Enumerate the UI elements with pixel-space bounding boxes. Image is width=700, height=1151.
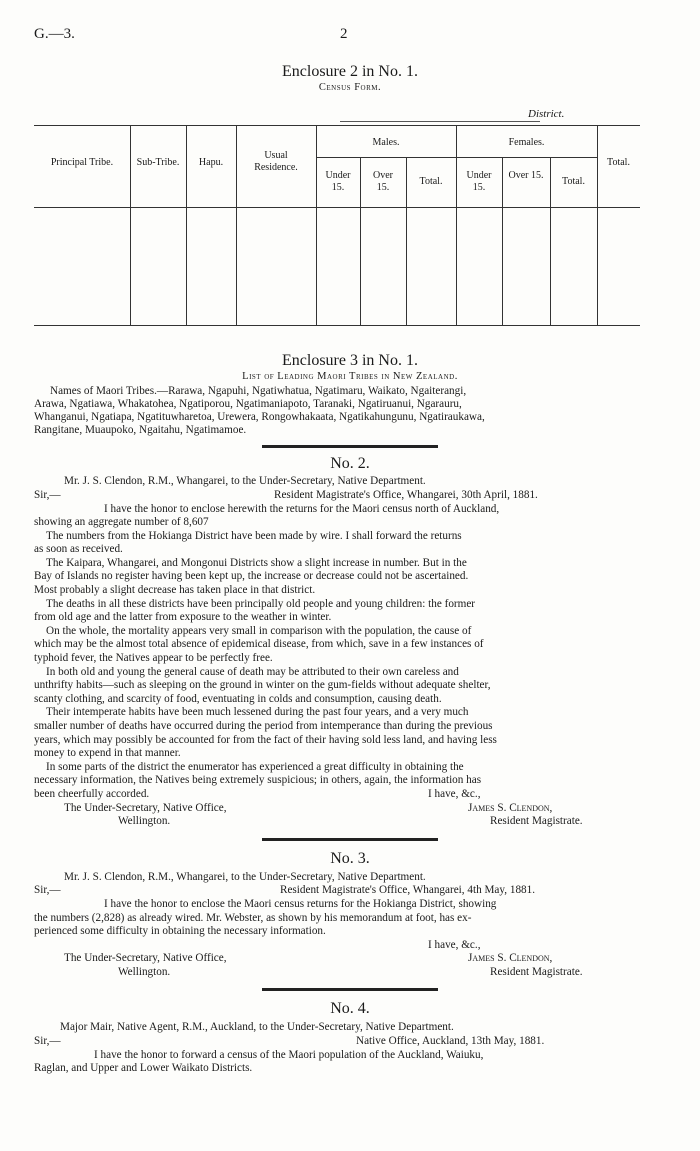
no2-line: In both old and young the general cause of death may be attributed to their own careless and [46,666,459,678]
no2-line: been cheerfully accorded. [34,788,150,800]
no3-line: perienced some difficulty in obtaining the necessary information. [34,925,326,937]
no2-line: Their intemperate habits have been much lessened during the past four years, and a very much [46,706,469,718]
no2-line: scanty clothing, and scarcity of food, eventuating in colds and consumption, causing death. [34,693,442,705]
no2-line: smaller number of deaths have occurred during the period from intemperance than during the previous [34,720,493,732]
no3-line: the numbers (2,828) as already wired. Mr. Webster, as shown by his memorandum at foot, has ex- [34,912,472,924]
no2-signer-title: Resident Magistrate. [490,815,583,827]
col-hapu: Hapu. [198,157,224,168]
section-divider [262,445,438,448]
no3-addressee-city: Wellington. [118,966,171,978]
page-number: 2 [340,26,348,42]
no4-line: Raglan, and Upper and Lower Waikato Districts. [34,1062,253,1074]
section-divider [262,988,438,991]
no2-line: from old age and the latter from exposure to the weather in winter. [34,611,332,623]
no3-salutation: Sir,— [34,884,61,896]
no2-line: money to expend in that manner. [34,747,181,759]
col-females: Females. [508,137,545,148]
no2-signer: James S. Clendon, [468,802,553,814]
no2-addressee-city: Wellington. [118,815,171,827]
col-males: Males. [372,137,400,148]
tribes-line: Arawa, Ngatiawa, Whakatohea, Ngatiporou, Ngatimaniapoto, Taranaki, Ngatiruanui, Ngarauru, [34,398,462,410]
no3-signer-title: Resident Magistrate. [490,966,583,978]
table-top-rule [34,125,640,126]
district-blank-line [340,121,540,122]
report-code: G.—3. [34,26,75,42]
col-divider [130,125,131,325]
no4-line: I have the honor to forward a census of the Maori population of the Auckland, Waiuku, [94,1049,484,1061]
no2-line: On the whole, the mortality appears very small in comparison with the population, the cause of [46,625,472,637]
no2-title: No. 2. [330,455,370,472]
col-divider [597,125,598,325]
no2-line: Most probably a slight decrease has taken place in that district. [34,584,316,596]
no4-from-line: Major Mair, Native Agent, R.M., Auckland, to the Under-Secretary, Native Department. [60,1021,454,1033]
no2-line: I have the honor to enclose herewith the returns for the Maori census north of Auckland, [104,503,500,515]
tribes-line: Rangitane, Muaupoko, Ngaitahu, Ngatimamoe. [34,424,247,436]
no2-address: Resident Magistrate's Office, Whangarei, 30th April, 1881. [274,489,538,501]
col-total: Total. [607,157,630,168]
no2-line: necessary information, the Natives being extremely suspicious; in others, again, the information has [34,774,482,786]
enclosure2-title: Enclosure 2 in No. 1. [282,63,418,80]
col-divider [186,125,187,325]
no4-salutation: Sir,— [34,1035,61,1047]
no2-salutation: Sir,— [34,489,61,501]
col-principal-tribe: Principal Tribe. [50,157,114,168]
no2-from-line: Mr. J. S. Clendon, R.M., Whangarei, to the Under-Secretary, Native Department. [64,475,426,487]
col-females-over-15: Over 15. [508,170,544,181]
section-divider [262,838,438,841]
table-bottom-rule [34,325,640,326]
no2-line: The deaths in all these districts have been principally old people and young children: the former [46,598,476,610]
enclosure2-subtitle: Census Form. [318,82,382,93]
no2-line: unthrifty habits—such as sleeping on the ground in winter on the gum-fields without adequate shelter, [34,679,491,691]
no2-line: as soon as received. [34,543,123,555]
col-divider [360,157,361,325]
no2-line: which may be the almost total absence of epidemical disease, from which, save in a few instances of [34,638,484,650]
col-males-over-15: Over 15. [373,170,393,193]
col-sub-tribe: Sub-Tribe. [136,157,180,168]
no4-address: Native Office, Auckland, 13th May, 1881. [356,1035,545,1047]
district-label: District. [528,108,565,120]
no2-line: Bay of Islands no register having been kept up, the increase or decrease could not be ascertained. [34,570,469,582]
col-divider [236,125,237,325]
col-males-under-15: Under 15. [325,170,351,193]
no2-line: In some parts of the district the enumerator has experienced a great difficulty in obtaining the [46,761,464,773]
enclosure3-title: Enclosure 3 in No. 1. [282,352,418,369]
no3-title: No. 3. [330,850,370,867]
no2-line: years, which may possibly be accounted for from the fact of their having sold less land, and having less [34,734,497,746]
col-females-total: Total. [562,176,585,187]
no2-line: The Kaipara, Whangarei, and Mongonui Districts show a slight increase in number. But in the [46,557,467,569]
no3-addressee: The Under-Secretary, Native Office, [64,952,227,964]
no3-signer: James S. Clendon, [468,952,553,964]
no2-closing: I have, &c., [428,788,481,800]
col-divider [316,125,317,325]
no4-title: No. 4. [330,1000,370,1017]
col-females-under-15: Under 15. [466,170,492,193]
no2-line: showing an aggregate number of 8,607 [34,516,209,528]
enclosure3-subtitle: List of Leading Maori Tribes in New Zealand. [242,371,458,382]
no2-line: The numbers from the Hokianga District have been made by wire. I shall forward the returns [46,530,462,542]
no3-closing: I have, &c., [428,939,481,951]
tribes-line: Whanganui, Ngatiapa, Ngatituwharetoa, Urewera, Rongowhakaata, Ngatikahungunu, Ngatiraukawa, [34,411,485,423]
no2-addressee: The Under-Secretary, Native Office, [64,802,227,814]
tribes-line: Names of Maori Tribes.—Rarawa, Ngapuhi, Ngatiwhatua, Ngatimaru, Waikato, Ngaiterangi, [50,385,467,397]
col-divider [502,157,503,325]
no3-from-line: Mr. J. S. Clendon, R.M., Whangarei, to the Under-Secretary, Native Department. [64,871,426,883]
no3-address: Resident Magistrate's Office, Whangarei, 4th May, 1881. [280,884,536,896]
col-males-total: Total. [419,176,443,187]
col-divider [456,125,457,325]
no3-line: I have the honor to enclose the Maori census returns for the Hokianga District, showing [104,898,497,910]
no2-line: typhoid fever, the Natives appear to be perfectly free. [34,652,273,664]
col-usual-residence: Usual Residence. [254,150,298,173]
